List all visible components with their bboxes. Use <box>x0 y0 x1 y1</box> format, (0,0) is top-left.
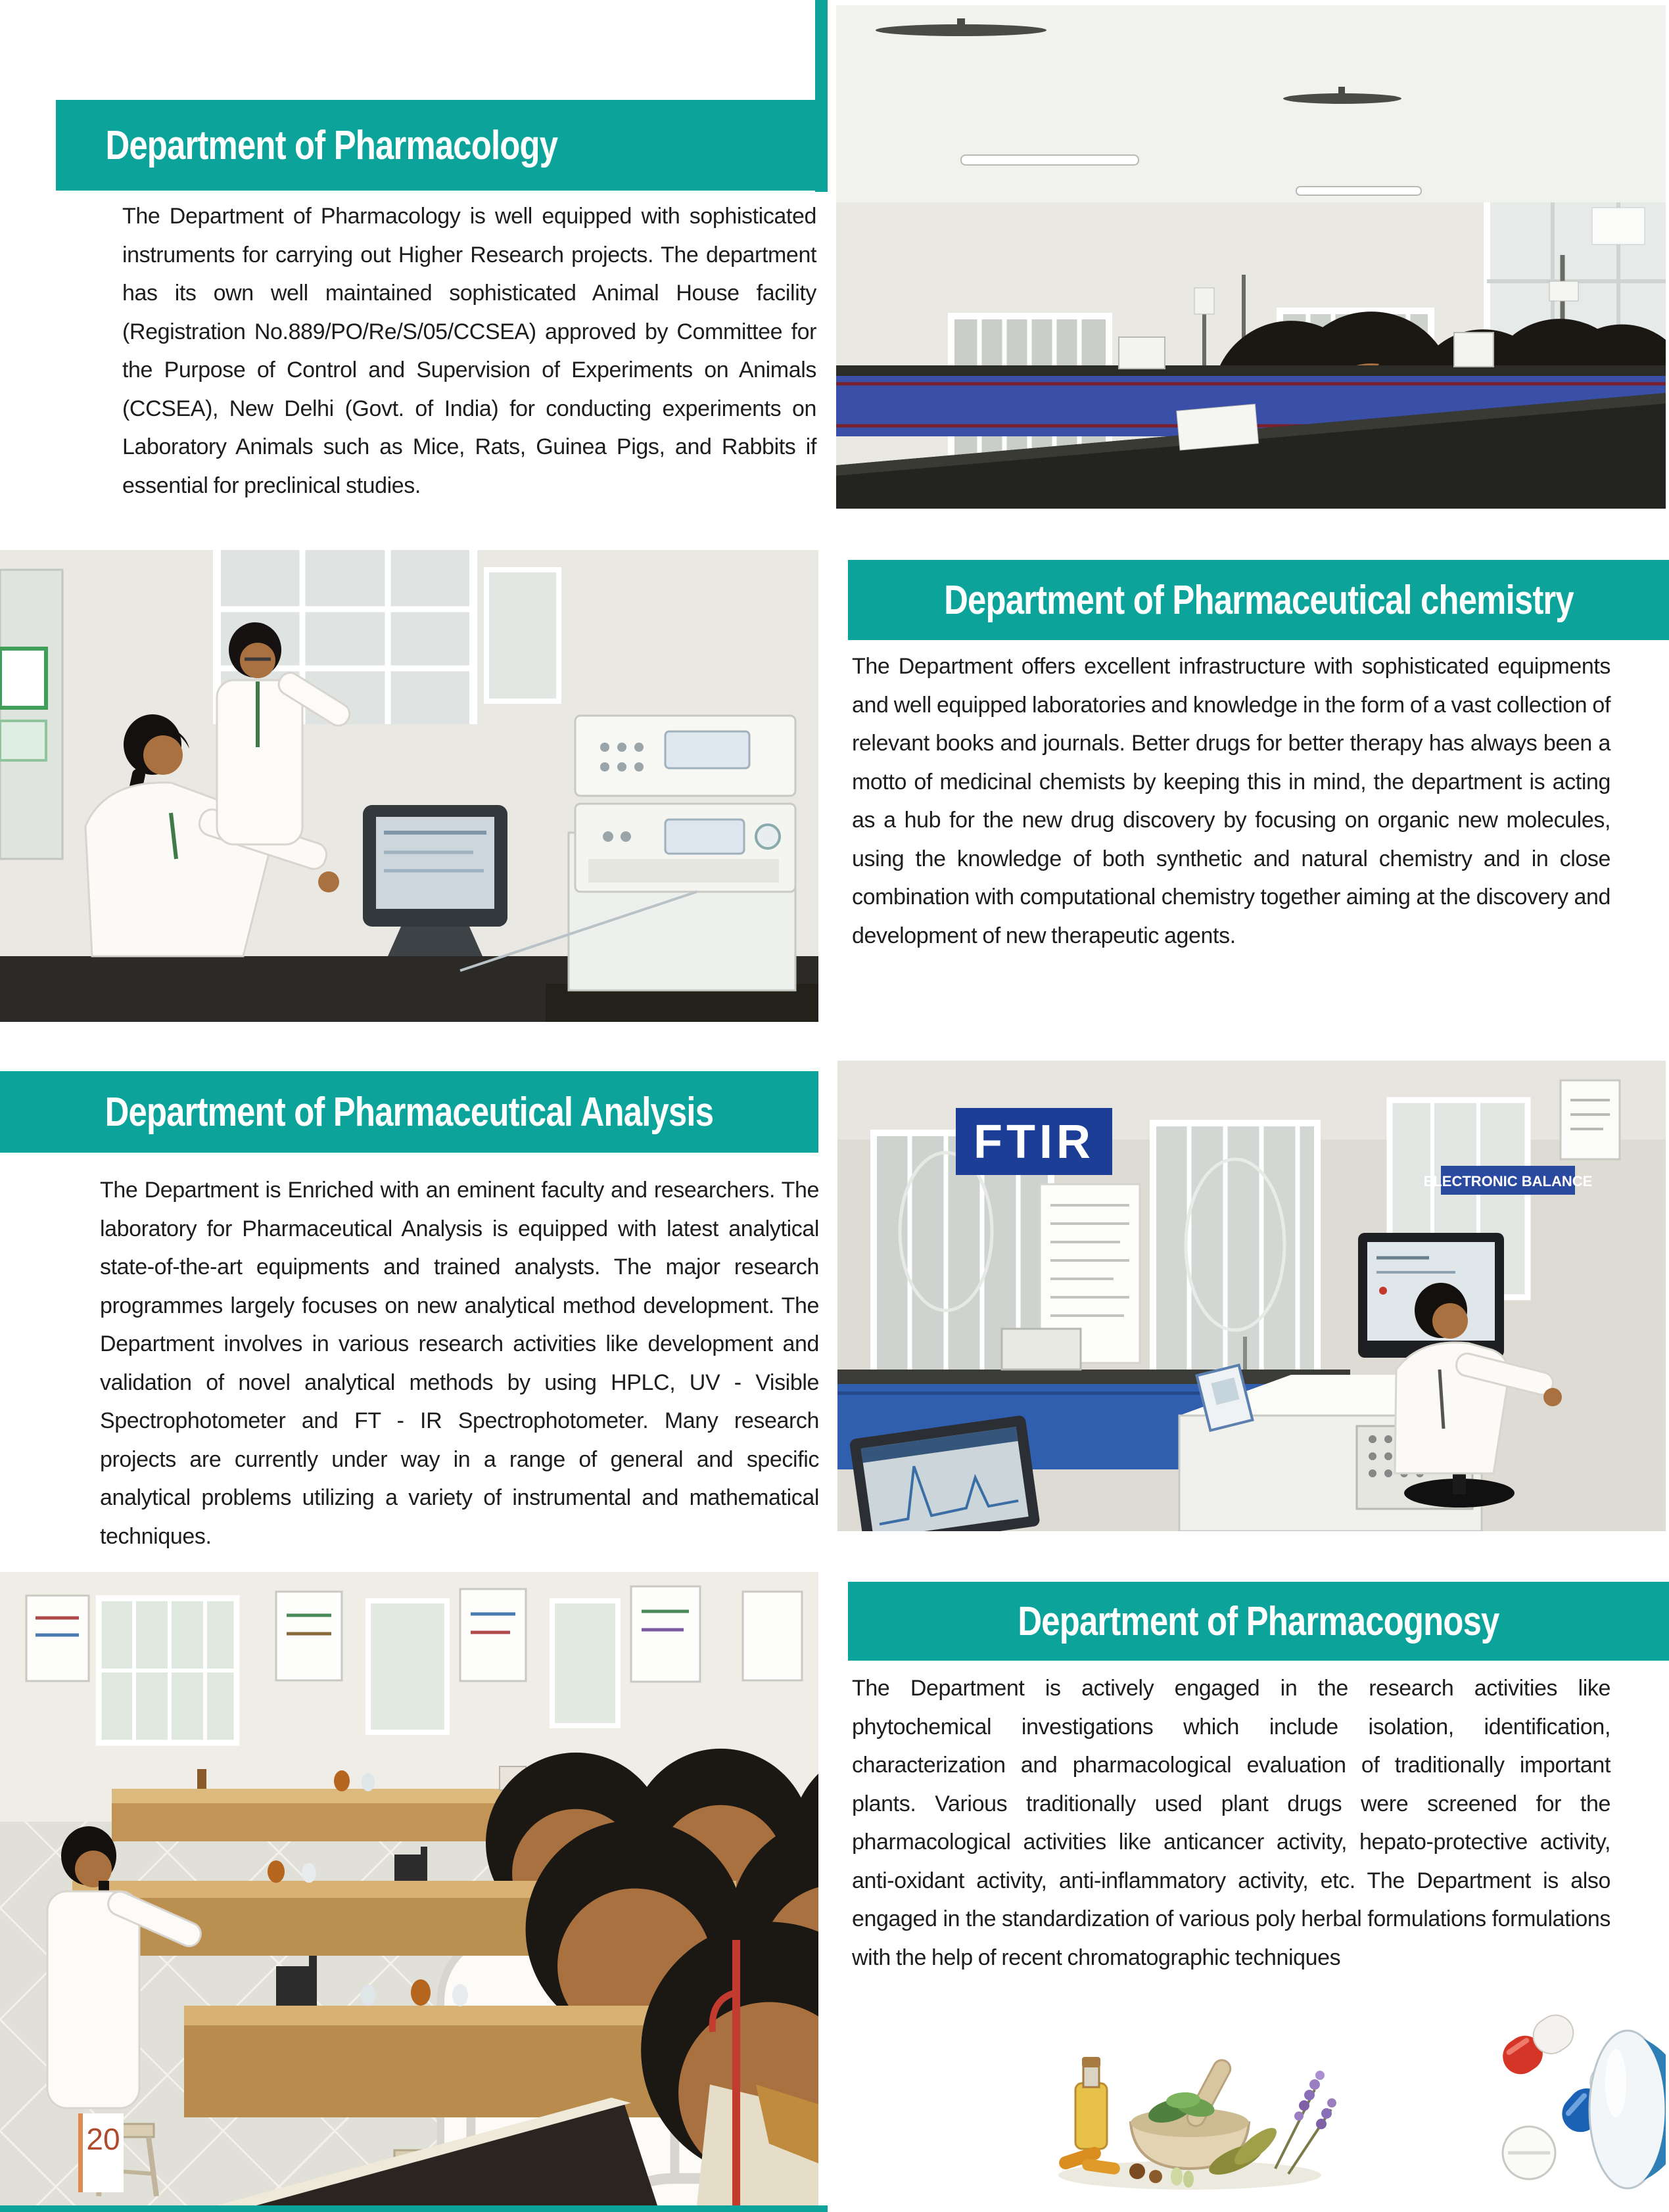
pharmacology-paragraph: The Department of Pharmacology is well equipped with sophisticated instruments for carrying out Higher Research projects. The department has its own well maintained sophisticated Animal House facility (Registration No.889/PO/Re/S/05/CCSEA) approved by Committee for the Purpose of Control and Supervision of Experiments on Animals (CCSEA), New Delhi (Govt. of India) for conducting experiments on Laboratory Animals such as Mice, Rats, Guinea Pigs, and Rabbits if essential for preclinical studies. <box>122 204 816 498</box>
electronic-balance-sign-label: ELECTRONIC BALANCE <box>1423 1173 1593 1189</box>
red-white-capsule <box>1496 2008 1580 2081</box>
analysis-title: Department of Pharmaceutical Analysis <box>105 1089 714 1135</box>
ftir-sign <box>956 1108 1112 1175</box>
chemistry-paragraph: The Department offers excellent infrastructure with sophisticated equipments and well equipped laboratories and knowledge in the form of a vast collection of relevant books and journals. Better drugs for better therapy has always been a motto of medicinal chemists by keeping this in mind, the department is acting as a hub for the new drug discovery by focusing on organic new molecules, using the knowledge of both synthetic and natural chemistry and in close combination with computational chemistry together aiming at the discovery and development of new therapeutic agents. <box>852 654 1610 948</box>
herbs-mortar-image <box>1039 2011 1338 2194</box>
banner-pharmaceutical-analysis <box>0 1071 818 1153</box>
blue-white-tablet <box>1589 2031 1666 2188</box>
page-number: 20 <box>86 2122 120 2156</box>
electronic-balance-sign <box>1424 1166 1593 1195</box>
pills-illustration <box>1492 1998 1666 2195</box>
banner-pharmacology <box>56 100 828 191</box>
pharmacology-lab-illustration <box>836 5 1666 509</box>
pharmaceutical-analysis-lab-photo <box>837 1061 1666 1531</box>
pharmacology-title: Department of Pharmacology <box>105 122 558 168</box>
pharmacognosy-lab-photo <box>0 1572 818 2205</box>
banner-pharmacognosy <box>848 1582 1669 1661</box>
bottom-accent-strip <box>0 2205 828 2212</box>
white-round-tablet <box>1503 2127 1555 2179</box>
pills-capsules-image <box>1492 1998 1666 2195</box>
pharmacognosy-paragraph: The Department is actively engaged in the research activities like phytochemical investigations which include isolation, identification, characterization and pharmacological evaluation of traditionally important plants. Various traditionally used plant drugs were screened for the pharmacological activities like anticancer activity, hepato-protective activity, anti-oxidant activity, anti-inflammatory activity, etc. The Department is also engaged in the standardization of various poly herbal formulations formulations with the help of recent chromatographic techniques <box>852 1676 1610 1970</box>
analysis-lab-illustration <box>837 1061 1666 1531</box>
analysis-paragraph: The Department is Enriched with an eminent faculty and researchers. The laboratory for Pharmaceutical Analysis is equipped with latest analytical state-of-the-art equipments and trained analysts. The major research programmes largely focuses on new analytical method development. The Department involves in various research activities like development and validation of novel analytical methods by using HPLC, UV - Visible Spectrophotometer and FT - IR Spectrophotometer. Many research projects are currently under way in a range of general and specific analytical problems utilizing a variety of instrumental and mathematical techniques. <box>100 1178 819 1549</box>
ftir-sign-label: FTIR <box>974 1116 1094 1168</box>
herbs-illustration <box>1039 2011 1338 2194</box>
chemistry-title: Department of Pharmaceutical chemistry <box>943 577 1574 623</box>
banner-pharmaceutical-chemistry <box>848 560 1669 640</box>
barred-window <box>1153 1123 1317 1406</box>
pharmacognosy-title: Department of Pharmacognosy <box>1018 1598 1499 1644</box>
page-number-badge <box>78 2113 124 2192</box>
pharmacognosy-lab-illustration <box>0 1572 818 2205</box>
pharmaceutical-chemistry-lab-photo <box>0 550 818 1022</box>
pharmacology-lab-photo <box>836 5 1666 509</box>
lavender-sprigs <box>1275 2071 1336 2174</box>
chemistry-lab-illustration <box>0 550 818 1022</box>
